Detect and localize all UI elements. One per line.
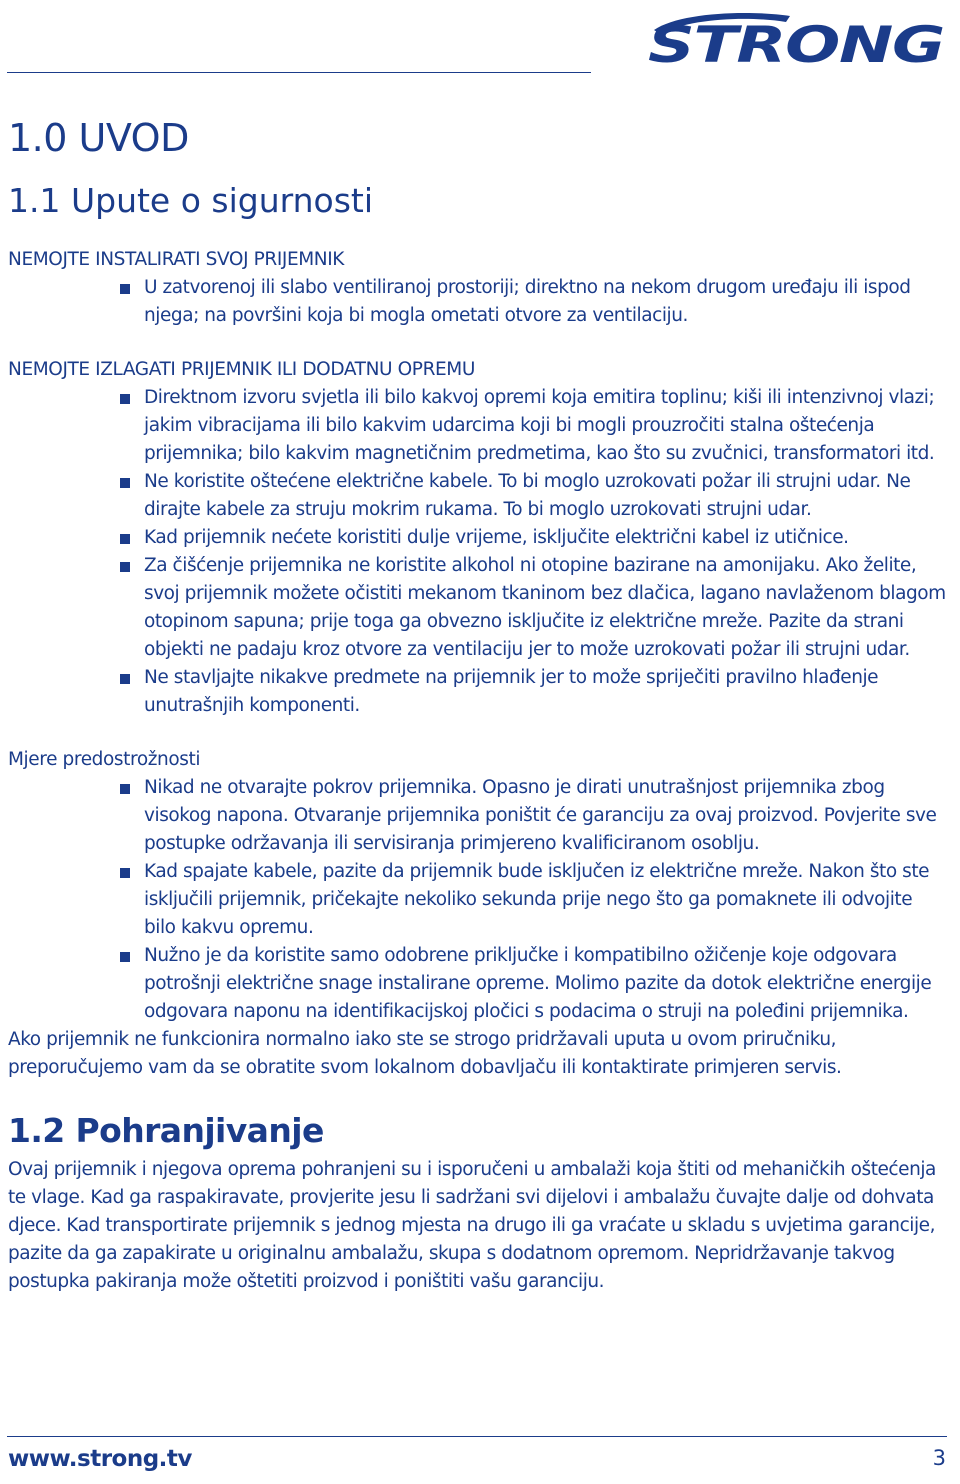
- list-item: Nikad ne otvarajte pokrov prijemnika. Opasno je dirati unutrašnjost prijemnika zbog visokog napona. Otvaranje prijemnika poništit će garanciju za ovaj proizvod. Povjerite sve postupke održavanja ili servisiranja primjereno kvalificiranom osoblju.: [144, 774, 948, 858]
- header-rule: [7, 72, 591, 73]
- precautions-note: Ako prijemnik ne funkcionira normalno iako ste se strogo pridržavali uputa u ovom priručniku, preporučujemo vam da se obratite svom lokalnom dobavljaču ili kontaktirate primjeren servis.: [8, 1029, 842, 1078]
- list-item: U zatvorenoj ili slabo ventiliranoj prostoriji; direktno na nekom drugom uređaju ili ispod njega; na površini koja bi mogla ometati otvore za ventilaciju.: [144, 274, 948, 330]
- brand-logo: [640, 8, 952, 68]
- list-item: Kad spajate kabele, pazite da prijemnik bude isključen iz električne mreže. Nakon što ste isključili prijemnik, pričekajte nekoliko sekunda prije nego što ga pomaknete ili odvojite bilo kakvu opremu.: [144, 858, 948, 942]
- list-item: Za čišćenje prijemnika ne koristite alkohol ni otopine bazirane na amonijaku. Ako želite, svoj prijemnik možete očistiti mekanom tkaninom bez dlačica, lagano navlaženom blagom otopinom sapuna; prije toga ga obvezno isključite iz električne mreže. Pazite da strani objekti ne padaju kroz otvore za ventilaciju jer to može uzrokovati požar ili strujni udar.: [144, 552, 948, 664]
- page-number: 3: [932, 1446, 946, 1470]
- strong-logo-icon: [640, 8, 952, 68]
- page-content: [8, 110, 948, 1296]
- list-item: Kad prijemnik nećete koristiti dulje vrijeme, isključite električni kabel iz utičnice.: [144, 524, 948, 552]
- footer-website-link[interactable]: www.strong.tv: [8, 1446, 192, 1472]
- install-list: [8, 274, 948, 330]
- install-heading: NEMOJTE INSTALIRATI SVOJ PRIJEMNIK: [8, 249, 345, 270]
- precautions-list: [8, 774, 948, 1026]
- precautions-heading: Mjere predostrožnosti: [8, 749, 201, 770]
- storage-text: Ovaj prijemnik i njegova oprema pohranjeni su i isporučeni u ambalaži koja štiti od mehaničkih oštećenja te vlage. Kad ga raspakiravate, provjerite jesu li sadržani svi dijelovi i ambalažu čuvajte dalje od dohvata djece. Kad transportirate prijemnik s jednog mjesta na drugo ili ga vraćate u skladu s uvjetima garancije, pazite da ga zapakirate u originalnu ambalažu, skupa s dodatnom opremom. Nepridržavanje takvog postupka pakiranja može oštetiti proizvod i poništiti vašu garanciju.: [8, 1159, 936, 1292]
- list-item: Nužno je da koristite samo odobrene priključke i kompatibilno ožičenje koje odgovara potrošnji električne snage instalirane opreme. Molimo pazite da dotok električne energije odgovara naponu na identifikacijskoj pločici s podacima o struji na poleđini prijemnika.: [144, 942, 948, 1026]
- expose-list: [8, 384, 948, 720]
- list-item: Direktnom izvoru svjetla ili bilo kakvoj opremi koja emitira toplinu; kiši ili intenzivnoj vlazi; jakim vibracijama ili bilo kakvim udarcima koji bi mogli prouzročiti stalna oštećenja prijemnika; bilo kakvim magnetičnim predmetima, kao što su zvučnici, transformatori itd.: [144, 384, 948, 468]
- svg-text:STRONG: STRONG: [648, 16, 944, 68]
- expose-heading: NEMOJTE IZLAGATI PRIJEMNIK ILI DODATNU OPREMU: [8, 359, 476, 380]
- list-item: Ne stavljajte nikakve predmete na prijemnik jer to može spriječiti pravilno hlađenje unutrašnjih komponenti.: [144, 664, 948, 720]
- storage-title: 1.2 Pohranjivanje: [8, 1111, 324, 1150]
- safety-title: 1.1 Upute o sigurnosti: [8, 181, 374, 220]
- list-item: Ne koristite oštećene električne kabele. To bi moglo uzrokovati požar ili strujni udar. Ne dirajte kabele za struju mokrim rukama. To bi moglo uzrokovati strujni udar.: [144, 468, 948, 524]
- chapter-title: 1.0 UVOD: [8, 116, 189, 160]
- footer-rule: [7, 1436, 947, 1437]
